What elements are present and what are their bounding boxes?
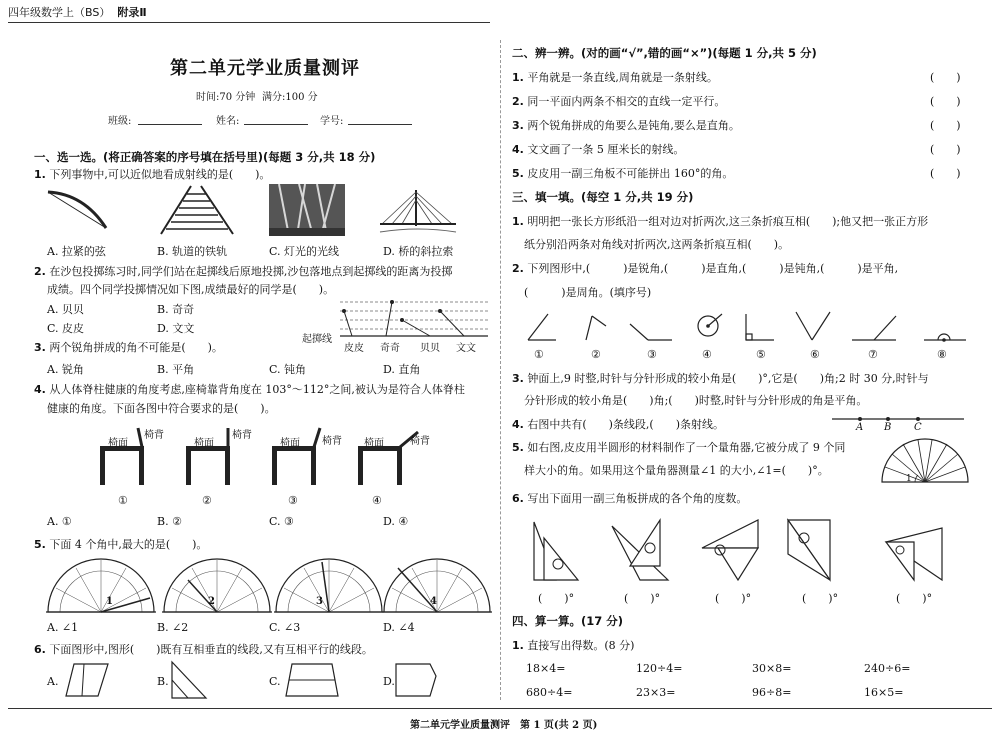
judge-3 bbox=[512, 117, 740, 133]
combo-5-answer[interactable]: ( )° bbox=[896, 592, 933, 605]
throw-name-2: 奇奇 bbox=[380, 343, 400, 354]
spotlight-image bbox=[269, 184, 345, 236]
set-square-combo-5 bbox=[884, 526, 944, 582]
shape-b-triangle bbox=[170, 660, 210, 700]
page-title: 第二单元学业质量测评 bbox=[170, 58, 360, 79]
q-text: 在沙包投掷练习时,同学们站在起掷线后原地投掷,沙包落地点到起掷线的距离为投掷 bbox=[49, 265, 453, 278]
q3-opt-a[interactable]: A. 锐角 bbox=[47, 363, 84, 376]
angle-figures bbox=[526, 310, 966, 346]
chair-2-back: 椅背 bbox=[232, 430, 252, 441]
q-number: 3. bbox=[512, 372, 524, 385]
throw-line-label: 起掷线 bbox=[302, 334, 332, 345]
q-text: 下面图形中,图形( )既有互相垂直的线段,又有互相平行的线段。 bbox=[49, 643, 373, 656]
fill-5 bbox=[512, 439, 845, 455]
calc-item-8[interactable]: 16×5= bbox=[864, 686, 904, 699]
fig-label-2: ② bbox=[591, 348, 601, 361]
appendix-label: 附录Ⅱ bbox=[117, 6, 147, 19]
q-number: 2. bbox=[512, 262, 524, 275]
q6-opt-a[interactable]: A. bbox=[47, 675, 59, 688]
q1-2-cont: 成绩。四个同学投掷情况如下图,成绩最好的同学是( )。 bbox=[47, 283, 335, 296]
set-square-combo-4 bbox=[786, 518, 846, 582]
throw-diagram bbox=[340, 296, 490, 340]
section-4-title: 四、算一算。(17 分) bbox=[512, 614, 624, 628]
angle-1-mark: 1 bbox=[906, 474, 912, 484]
fill-1 bbox=[512, 213, 928, 229]
q-text: 平角就是一条直线,周角就是一条射线。 bbox=[527, 71, 718, 84]
calc-item-4[interactable]: 240÷6= bbox=[864, 662, 911, 675]
angle-mark-1: 1 bbox=[106, 596, 113, 607]
column-divider bbox=[500, 40, 501, 700]
judge-3-answer[interactable]: ( ) bbox=[930, 119, 961, 132]
fill-2-cont: ( )是周角。(填序号) bbox=[524, 286, 652, 299]
calc-item-6[interactable]: 23×3= bbox=[636, 686, 676, 699]
q-number: 4. bbox=[512, 418, 524, 431]
throw-name-3: 贝贝 bbox=[420, 343, 440, 354]
line-abc-figure bbox=[830, 412, 966, 426]
q4-opt-a[interactable]: A. ① bbox=[47, 515, 72, 528]
fig-label-4: ④ bbox=[702, 348, 712, 361]
q-text: 下列图形中,( )是锐角,( )是直角,( )是钝角,( )是平角, bbox=[527, 262, 899, 275]
fill-4 bbox=[512, 416, 724, 432]
q1-opt-d[interactable]: D. 桥的斜拉索 bbox=[383, 245, 454, 258]
fill-1-cont: 纸分别沿两条对角线对折两次,这两条折痕互相( )。 bbox=[524, 238, 790, 251]
throw-name-4: 文文 bbox=[456, 343, 476, 354]
fill-3 bbox=[512, 370, 929, 386]
q-number: 1. bbox=[512, 215, 524, 228]
q1-opt-c[interactable]: C. 灯光的光线 bbox=[269, 245, 340, 258]
q6-opt-d[interactable]: D. bbox=[383, 675, 395, 688]
protractor-3 bbox=[274, 558, 384, 614]
q-number: 6. bbox=[34, 643, 46, 656]
q-text: 同一平面内两条不相交的直线一定平行。 bbox=[527, 95, 726, 108]
q3-opt-c[interactable]: C. 钝角 bbox=[269, 363, 307, 376]
section-2-title: 二、辨一辨。(对的画“√”,错的画“×”)(每题 1 分,共 5 分) bbox=[512, 46, 817, 60]
q2-opt-a[interactable]: A. 贝贝 bbox=[47, 303, 84, 316]
judge-1-answer[interactable]: ( ) bbox=[930, 71, 961, 84]
id-blank[interactable] bbox=[348, 124, 412, 125]
angle-mark-4: 4 bbox=[430, 596, 437, 607]
q-number: 1. bbox=[512, 639, 524, 652]
q-text: 明明把一张长方形纸沿一组对边对折两次,这三条折痕互相( );他又把一张正方形 bbox=[527, 215, 929, 228]
name-blank[interactable] bbox=[244, 124, 308, 125]
combo-2-answer[interactable]: ( )° bbox=[624, 592, 661, 605]
judge-1 bbox=[512, 69, 718, 85]
q-number: 3. bbox=[34, 341, 46, 354]
q-text: 从人体脊柱健康的角度考虑,座椅靠背角度在 103°～112°之间,被认为是符合人体脊柱 bbox=[49, 383, 465, 396]
q-number: 3. bbox=[512, 119, 524, 132]
fig-label-7: ⑦ bbox=[868, 348, 878, 361]
shape-a-parallelogram bbox=[64, 662, 110, 698]
q1-opt-a[interactable]: A. 拉紧的弦 bbox=[47, 245, 106, 258]
q-text: 下列事物中,可以近似地看成射线的是( )。 bbox=[49, 168, 271, 181]
q1-6 bbox=[34, 641, 373, 657]
chair-3-seat: 椅面 bbox=[280, 438, 300, 449]
name-label: 姓名: bbox=[216, 116, 240, 127]
set-square-combo-1 bbox=[530, 518, 580, 582]
fill-5-cont: 样大小的角。如果用这个量角器测量∠1 的大小,∠1=( )°。 bbox=[524, 464, 829, 477]
header-rule bbox=[8, 22, 490, 23]
shape-d-pentagon bbox=[394, 662, 438, 698]
fill-6 bbox=[512, 490, 747, 506]
q-text: 如右图,皮皮用半圆形的材料制作了一个量角器,它被分成了 9 个同 bbox=[527, 441, 846, 454]
judge-2 bbox=[512, 93, 725, 109]
time-label: 时间:70 分钟 bbox=[196, 92, 256, 103]
q6-opt-b[interactable]: B. bbox=[157, 675, 169, 688]
q5-opt-d[interactable]: D. ∠4 bbox=[383, 621, 415, 634]
q-number: 1. bbox=[34, 168, 46, 181]
chair-1-back: 椅背 bbox=[144, 430, 164, 441]
combo-3-answer[interactable]: ( )° bbox=[715, 592, 752, 605]
q-text: 两个锐角拼成的角不可能是( )。 bbox=[49, 341, 223, 354]
q-text: 右图中共有( )条线段,( )条射线。 bbox=[527, 418, 725, 431]
judge-4 bbox=[512, 141, 684, 157]
judge-2-answer[interactable]: ( ) bbox=[930, 95, 961, 108]
q1-4 bbox=[34, 381, 465, 397]
q-number: 5. bbox=[34, 538, 46, 551]
page-footer: 第二单元学业质量测评 第 1 页(共 2 页) bbox=[410, 720, 598, 731]
fig-label-6: ⑥ bbox=[810, 348, 820, 361]
q-number: 2. bbox=[34, 265, 46, 278]
book-label: 四年级数学上（BS） bbox=[8, 6, 111, 19]
q4-opt-b[interactable]: B. ② bbox=[157, 515, 182, 528]
section-1-title: 一、选一选。(将正确答案的序号填在括号里)(每题 3 分,共 18 分) bbox=[34, 150, 376, 164]
chair-4-back: 椅背 bbox=[410, 436, 430, 447]
q-text: 文文画了一条 5 厘米长的射线。 bbox=[527, 143, 685, 156]
q-number: 6. bbox=[512, 492, 524, 505]
set-square-combo-3 bbox=[698, 518, 768, 582]
calc-item-1[interactable]: 18×4= bbox=[526, 662, 566, 675]
chair-3-label: ③ bbox=[288, 494, 298, 507]
q-number: 4. bbox=[34, 383, 46, 396]
bow-image bbox=[44, 188, 108, 234]
id-label: 学号: bbox=[320, 116, 344, 127]
q1-3 bbox=[34, 339, 223, 355]
fig-label-1: ① bbox=[534, 348, 544, 361]
q4-opt-c[interactable]: C. ③ bbox=[269, 515, 294, 528]
q-number: 5. bbox=[512, 167, 524, 180]
combo-1-answer[interactable]: ( )° bbox=[538, 592, 575, 605]
judge-5 bbox=[512, 165, 733, 181]
q5-opt-b[interactable]: B. ∠2 bbox=[157, 621, 189, 634]
point-c: C bbox=[914, 422, 922, 433]
score-label: 满分:100 分 bbox=[262, 92, 318, 103]
footer-rule bbox=[8, 708, 992, 709]
q-number: 4. bbox=[512, 143, 524, 156]
protractor-2 bbox=[162, 558, 272, 614]
q2-opt-c[interactable]: C. 皮皮 bbox=[47, 322, 85, 335]
calc-item-3[interactable]: 30×8= bbox=[752, 662, 792, 675]
fig-label-5: ⑤ bbox=[756, 348, 766, 361]
section-3-title: 三、填一填。(每空 1 分,共 19 分) bbox=[512, 190, 694, 204]
fig-label-3: ③ bbox=[647, 348, 657, 361]
fill-3-cont: 分针形成的较小角是( )角;( )时整,时针与分针形成的角是平角。 bbox=[524, 394, 868, 407]
angle-mark-2: 2 bbox=[208, 596, 215, 607]
judge-4-answer[interactable]: ( ) bbox=[930, 143, 961, 156]
fill-2 bbox=[512, 260, 898, 276]
throw-name-1: 皮皮 bbox=[344, 343, 364, 354]
q1-4-cont: 健康的角度。下面各图中符合要求的是( )。 bbox=[47, 402, 276, 415]
q-text: 写出下面用一副三角板拼成的各个角的度数。 bbox=[527, 492, 748, 505]
q-text: 钟面上,9 时整,时针与分针形成的较小角是( )°,它是( )角;2 时 30 分,时针与 bbox=[527, 372, 929, 385]
chair-4-seat: 椅面 bbox=[364, 438, 384, 449]
chair-3-back: 椅背 bbox=[322, 436, 342, 447]
q-number: 5. bbox=[512, 441, 524, 454]
q6-opt-c[interactable]: C. bbox=[269, 675, 281, 688]
class-blank[interactable] bbox=[138, 124, 202, 125]
q-number: 2. bbox=[512, 95, 524, 108]
combo-4-answer[interactable]: ( )° bbox=[802, 592, 839, 605]
judge-5-answer[interactable]: ( ) bbox=[930, 167, 961, 180]
calc-item-5[interactable]: 680÷4= bbox=[526, 686, 573, 699]
cable-bridge-image bbox=[380, 186, 456, 236]
q5-opt-a[interactable]: A. ∠1 bbox=[47, 621, 79, 634]
railway-image bbox=[155, 184, 237, 236]
q3-opt-d[interactable]: D. 直角 bbox=[383, 363, 421, 376]
q-number: 1. bbox=[512, 71, 524, 84]
chair-2-seat: 椅面 bbox=[194, 438, 214, 449]
protractor-1 bbox=[46, 558, 156, 614]
calc-item-7[interactable]: 96÷8= bbox=[752, 686, 792, 699]
q1-opt-b[interactable]: B. 轨道的铁轨 bbox=[157, 245, 228, 258]
chair-2-label: ② bbox=[202, 494, 212, 507]
shape-c-trapezoid bbox=[284, 662, 340, 698]
point-a: A bbox=[856, 422, 864, 433]
q1-5 bbox=[34, 536, 207, 552]
q-text: 下面 4 个角中,最大的是( )。 bbox=[49, 538, 208, 551]
q5-opt-c[interactable]: C. ∠3 bbox=[269, 621, 301, 634]
calc-1 bbox=[512, 637, 634, 653]
point-b: B bbox=[884, 422, 892, 433]
chair-1-seat: 椅面 bbox=[108, 438, 128, 449]
calc-item-2[interactable]: 120÷4= bbox=[636, 662, 683, 675]
q1-1 bbox=[34, 166, 270, 182]
chair-1-label: ① bbox=[118, 494, 128, 507]
q2-opt-b[interactable]: B. 奇奇 bbox=[157, 303, 195, 316]
q2-opt-d[interactable]: D. 文文 bbox=[157, 322, 195, 335]
q4-opt-d[interactable]: D. ④ bbox=[383, 515, 409, 528]
set-square-combo-2 bbox=[610, 518, 672, 582]
q3-opt-b[interactable]: B. 平角 bbox=[157, 363, 195, 376]
class-label: 班级: bbox=[108, 116, 132, 127]
q-text: 皮皮用一副三角板不可能拼出 160°的角。 bbox=[527, 167, 734, 180]
angle-mark-3: 3 bbox=[316, 596, 323, 607]
chair-4-label: ④ bbox=[372, 494, 382, 507]
q1-2 bbox=[34, 263, 452, 279]
fig-label-8: ⑧ bbox=[937, 348, 947, 361]
q-text: 两个锐角拼成的角要么是钝角,要么是直角。 bbox=[527, 119, 740, 132]
protractor-4 bbox=[382, 558, 492, 614]
header-tag bbox=[8, 4, 147, 20]
q-text: 直接写出得数。(8 分) bbox=[527, 639, 635, 652]
nine-part-protractor bbox=[880, 436, 970, 484]
